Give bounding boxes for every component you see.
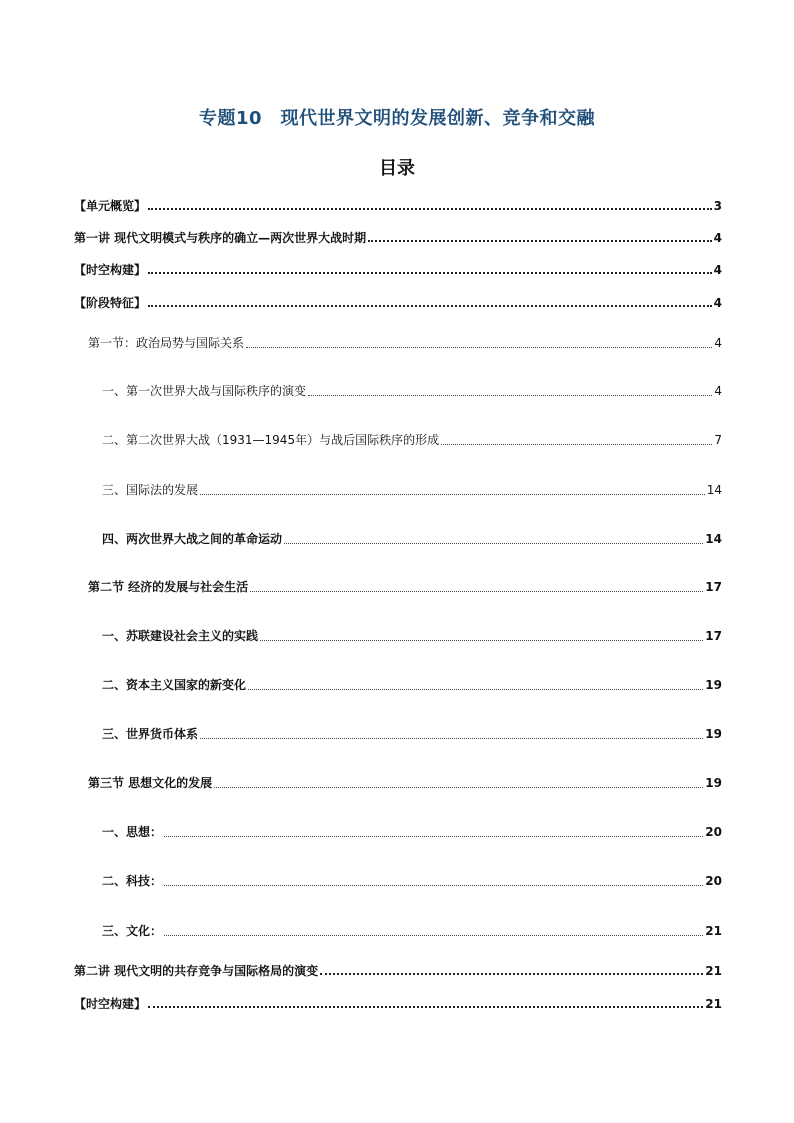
toc-entry-2-1[interactable] xyxy=(102,629,722,643)
toc-dot-leader xyxy=(164,935,703,936)
toc-dot-leader xyxy=(260,640,703,641)
toc-dot-leader xyxy=(148,1006,703,1008)
toc-dot-leader xyxy=(200,738,703,739)
toc-dot-leader xyxy=(164,885,703,886)
toc-entry-unit-overview[interactable] xyxy=(74,199,722,213)
toc-dot-leader xyxy=(164,836,703,837)
toc-entry-label: 一、第一次世界大战与国际秩序的演变 xyxy=(102,384,307,398)
toc-page-number: 19 xyxy=(705,727,722,741)
toc-entry-1-4[interactable] xyxy=(102,532,722,546)
toc-dot-leader xyxy=(148,208,712,210)
toc-entry-label: 第二节 经济的发展与社会生活 xyxy=(88,580,249,594)
toc-entry-label: 二、第二次世界大战（1931—1945年）与战后国际秩序的形成 xyxy=(102,433,440,447)
toc-page-number: 20 xyxy=(705,825,722,839)
toc-entry-label: 三、文化： xyxy=(102,924,163,938)
toc-dot-leader xyxy=(148,272,712,274)
toc-page-number: 17 xyxy=(705,580,722,594)
toc-entry-lecture-2[interactable] xyxy=(74,964,722,978)
toc-dot-leader xyxy=(284,543,703,544)
toc-entry-label: 三、国际法的发展 xyxy=(102,483,199,497)
document-title: 专题10 现代世界文明的发展创新、竞争和交融 xyxy=(198,108,596,129)
toc-entry-label: 第一节：政治局势与国际关系 xyxy=(88,336,245,350)
toc-page-number: 17 xyxy=(705,629,722,643)
toc-page-number: 4 xyxy=(714,384,722,398)
toc-dot-leader xyxy=(368,240,711,242)
toc-dot-leader xyxy=(308,395,712,396)
toc-entry-label: 三、世界货币体系 xyxy=(102,727,199,741)
toc-page-number: 4 xyxy=(713,263,722,277)
toc-entry-label: 二、资本主义国家的新变化 xyxy=(102,678,247,692)
toc-entry-section-2[interactable] xyxy=(88,580,722,594)
toc-entry-spacetime-1[interactable] xyxy=(74,263,722,277)
toc-dot-leader xyxy=(214,787,703,788)
toc-entry-spacetime-2[interactable] xyxy=(74,997,722,1011)
toc-dot-leader xyxy=(250,591,703,592)
toc-entry-label: 【时空构建】 xyxy=(74,263,147,277)
toc-entry-1-3[interactable] xyxy=(102,483,722,497)
toc-page-number: 7 xyxy=(714,433,722,447)
toc-page-number: 4 xyxy=(713,296,722,310)
toc-entry-label: 【时空构建】 xyxy=(74,997,147,1011)
toc-entry-2-3[interactable] xyxy=(102,727,722,741)
toc-entry-lecture-1[interactable] xyxy=(74,231,722,245)
toc-dot-leader xyxy=(148,305,712,307)
toc-dot-leader xyxy=(320,973,703,975)
toc-page-number: 20 xyxy=(705,874,722,888)
toc-entry-label: 一、苏联建设社会主义的实践 xyxy=(102,629,259,643)
toc-entry-3-3[interactable] xyxy=(102,924,722,938)
toc-entry-label: 第一讲 现代文明模式与秩序的确立—两次世界大战时期 xyxy=(74,231,367,245)
toc-entry-label: 四、两次世界大战之间的革命运动 xyxy=(102,532,283,546)
toc-entry-section-3[interactable] xyxy=(88,776,722,790)
toc-entry-label: 【单元概览】 xyxy=(74,199,147,213)
toc-entry-stage-features[interactable] xyxy=(74,296,722,310)
toc-page-number: 4 xyxy=(713,231,722,245)
toc-page-number: 3 xyxy=(713,199,722,213)
toc-entry-section-1[interactable] xyxy=(88,336,722,350)
toc-page-number: 4 xyxy=(714,336,722,350)
toc-heading: 目录 xyxy=(379,158,415,179)
toc-page-number: 14 xyxy=(706,483,722,497)
toc-page-number: 21 xyxy=(705,997,722,1011)
toc-page-number: 21 xyxy=(705,924,722,938)
toc-entry-label: 第二讲 现代文明的共存竞争与国际格局的演变 xyxy=(74,964,319,978)
toc-entry-label: 二、科技： xyxy=(102,874,163,888)
toc-page-number: 19 xyxy=(705,678,722,692)
toc-page-number: 21 xyxy=(705,964,722,978)
toc-page-number: 14 xyxy=(705,532,722,546)
toc-entry-label: 第三节 思想文化的发展 xyxy=(88,776,213,790)
toc-dot-leader xyxy=(441,444,712,445)
toc-entry-2-2[interactable] xyxy=(102,678,722,692)
toc-entry-3-1[interactable] xyxy=(102,825,722,839)
toc-dot-leader xyxy=(246,347,712,348)
toc-page-number: 19 xyxy=(705,776,722,790)
toc-entry-label: 【阶段特征】 xyxy=(74,296,147,310)
toc-entry-1-2[interactable] xyxy=(102,433,722,447)
toc-dot-leader xyxy=(248,689,703,690)
toc-dot-leader xyxy=(200,494,705,495)
toc-entry-3-2[interactable] xyxy=(102,874,722,888)
toc-entry-label: 一、思想： xyxy=(102,825,163,839)
toc-entry-1-1[interactable] xyxy=(102,384,722,398)
